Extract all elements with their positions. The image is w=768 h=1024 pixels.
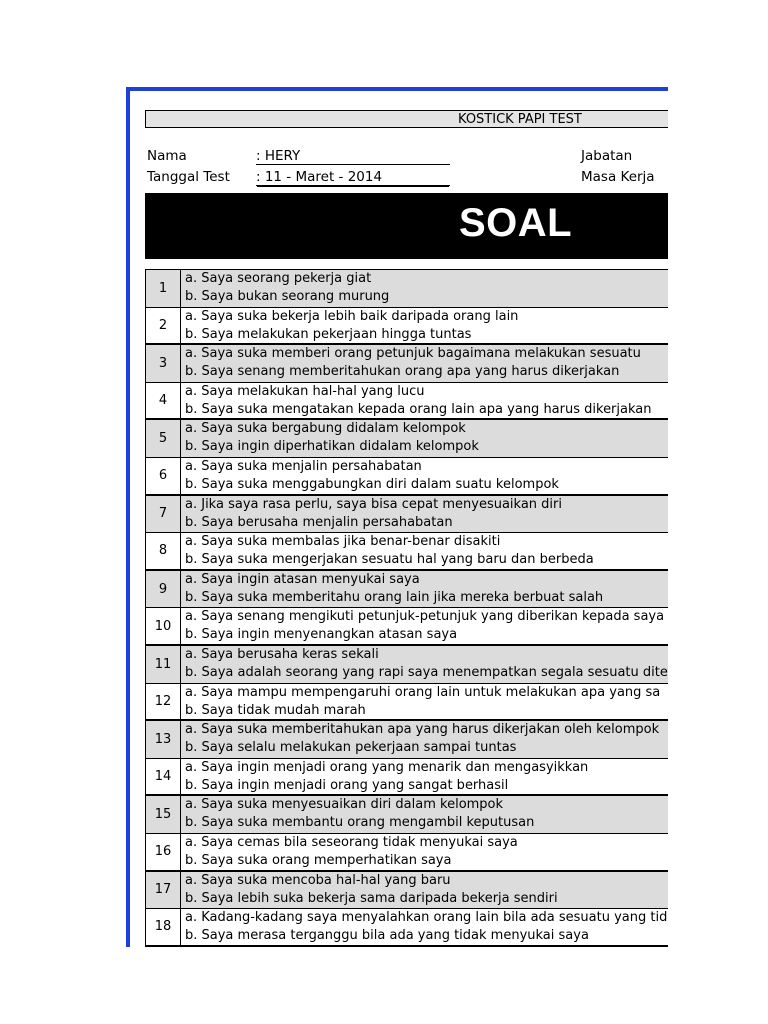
question-number: 13 (146, 721, 181, 758)
option-a[interactable]: a. Jika saya rasa perlu, saya bisa cepat menyesuaikan diri (185, 496, 562, 512)
question-item (145, 834, 668, 872)
question-number: 4 (146, 383, 181, 419)
question-number: 7 (146, 496, 181, 533)
option-a[interactable]: a. Saya suka memberitahukan apa yang harus dikerjakan oleh kelompok (185, 722, 660, 738)
question-number: 15 (146, 796, 181, 833)
question-item (145, 420, 668, 458)
question-number: 8 (146, 533, 181, 569)
option-b[interactable]: b. Saya suka menggabungkan diri dalam suatu kelompok (185, 476, 559, 492)
question-list (145, 269, 668, 947)
question-item (145, 496, 668, 534)
option-a[interactable]: a. Saya suka mencoba hal-hal yang baru (185, 872, 451, 888)
question-item (145, 345, 668, 383)
worksheet (145, 110, 668, 944)
question-item (145, 796, 668, 834)
option-b[interactable]: b. Saya melakukan pekerjaan hingga tuntas (185, 326, 472, 342)
option-b[interactable]: b. Saya adalah seorang yang rapi saya menempatkan segala sesuatu dite (185, 664, 668, 680)
option-b[interactable]: b. Saya suka mengatakan kepada orang lain apa yang harus dikerjakan (185, 401, 652, 417)
option-b[interactable]: b. Saya ingin menjadi orang yang sangat berhasil (185, 777, 509, 793)
masa-kerja-label: Masa Kerja (581, 169, 655, 185)
question-item (145, 270, 668, 308)
question-number: 11 (146, 646, 181, 683)
tanggal-label: Tanggal Test (147, 169, 230, 185)
option-b[interactable]: b. Saya suka memberitahu orang lain jika mereka berbuat salah (185, 589, 604, 605)
question-item (145, 608, 668, 646)
question-number: 1 (146, 270, 181, 307)
question-number: 5 (146, 420, 181, 457)
nama-value[interactable]: : HERY (256, 148, 450, 165)
option-b[interactable]: b. Saya suka mengerjakan sesuatu hal yang baru dan berbeda (185, 552, 594, 568)
option-b[interactable]: b. Saya suka orang memperhatikan saya (185, 852, 452, 868)
question-item (145, 646, 668, 684)
question-item (145, 909, 668, 947)
jabatan-label: Jabatan (581, 148, 633, 164)
option-a[interactable]: a. Saya seorang pekerja giat (185, 271, 372, 286)
option-a[interactable]: a. Saya melakukan hal-hal yang lucu (185, 383, 425, 399)
test-title-bar (145, 110, 668, 128)
option-b[interactable]: b. Saya ingin diperhatikan didalam kelompok (185, 439, 479, 455)
question-item (145, 872, 668, 910)
question-number: 9 (146, 571, 181, 608)
option-a[interactable]: a. Saya suka menjalin persahabatan (185, 458, 422, 474)
nama-label: Nama (147, 148, 187, 164)
option-a[interactable]: a. Saya suka menyesuaikan diri dalam kelompok (185, 797, 504, 813)
option-a[interactable]: a. Saya suka memberi orang petunjuk bagaimana melakukan sesuatu (185, 346, 641, 362)
option-b[interactable]: b. Saya selalu melakukan pekerjaan sampai tuntas (185, 740, 517, 756)
question-number: 12 (146, 684, 181, 720)
option-b[interactable]: b. Saya suka membantu orang mengambil keputusan (185, 815, 535, 831)
option-b[interactable]: b. Saya berusaha menjalin persahabatan (185, 514, 453, 530)
question-item (145, 308, 668, 346)
question-number: 16 (146, 834, 181, 870)
question-item (145, 383, 668, 421)
question-item (145, 533, 668, 571)
option-a[interactable]: a. Saya cemas bila seseorang tidak menyukai saya (185, 834, 518, 850)
option-a[interactable]: a. Saya mampu mempengaruhi orang lain untuk melakukan apa yang sa (185, 684, 661, 700)
section-header (145, 193, 668, 259)
option-a[interactable]: a. Saya suka bergabung didalam kelompok (185, 421, 466, 437)
option-b[interactable]: b. Saya ingin menyenangkan atasan saya (185, 627, 458, 643)
option-a[interactable]: a. Saya ingin menjadi orang yang menarik dan mengasyikkan (185, 759, 589, 775)
option-a[interactable]: a. Saya ingin atasan menyukai saya (185, 571, 420, 587)
tanggal-value[interactable]: : 11 - Maret - 2014 (256, 169, 450, 186)
option-a[interactable]: a. Kadang-kadang saya menyalahkan orang lain bila ada sesuatu yang tid (185, 910, 668, 926)
option-a[interactable]: a. Saya suka membalas jika benar-benar disakiti (185, 534, 501, 550)
question-number: 10 (146, 608, 181, 644)
question-item (145, 721, 668, 759)
question-number: 6 (146, 458, 181, 494)
option-b[interactable]: b. Saya lebih suka bekerja sama daripada bekerja sendiri (185, 890, 558, 906)
option-a[interactable]: a. Saya suka bekerja lebih baik daripada orang lain (185, 308, 519, 324)
option-b[interactable]: b. Saya merasa terganggu bila ada yang tidak menyukai saya (185, 928, 589, 944)
question-number: 18 (146, 909, 181, 945)
question-number: 3 (146, 345, 181, 382)
question-item (145, 458, 668, 496)
test-title: KOSTICK PAPI TEST (458, 112, 582, 127)
section-title: SOAL (459, 201, 573, 245)
question-item (145, 684, 668, 722)
option-a[interactable]: a. Saya senang mengikuti petunjuk-petunjuk yang diberikan kepada saya (185, 609, 665, 625)
question-number: 2 (146, 308, 181, 344)
option-b[interactable]: b. Saya tidak mudah marah (185, 702, 366, 718)
question-item (145, 759, 668, 797)
option-b[interactable]: b. Saya senang memberitahukan orang apa yang harus dikerjakan (185, 364, 620, 380)
option-b[interactable]: b. Saya bukan seorang murung (185, 289, 390, 304)
question-item (145, 571, 668, 609)
question-number: 17 (146, 872, 181, 909)
option-a[interactable]: a. Saya berusaha keras sekali (185, 646, 379, 662)
question-number: 14 (146, 759, 181, 795)
